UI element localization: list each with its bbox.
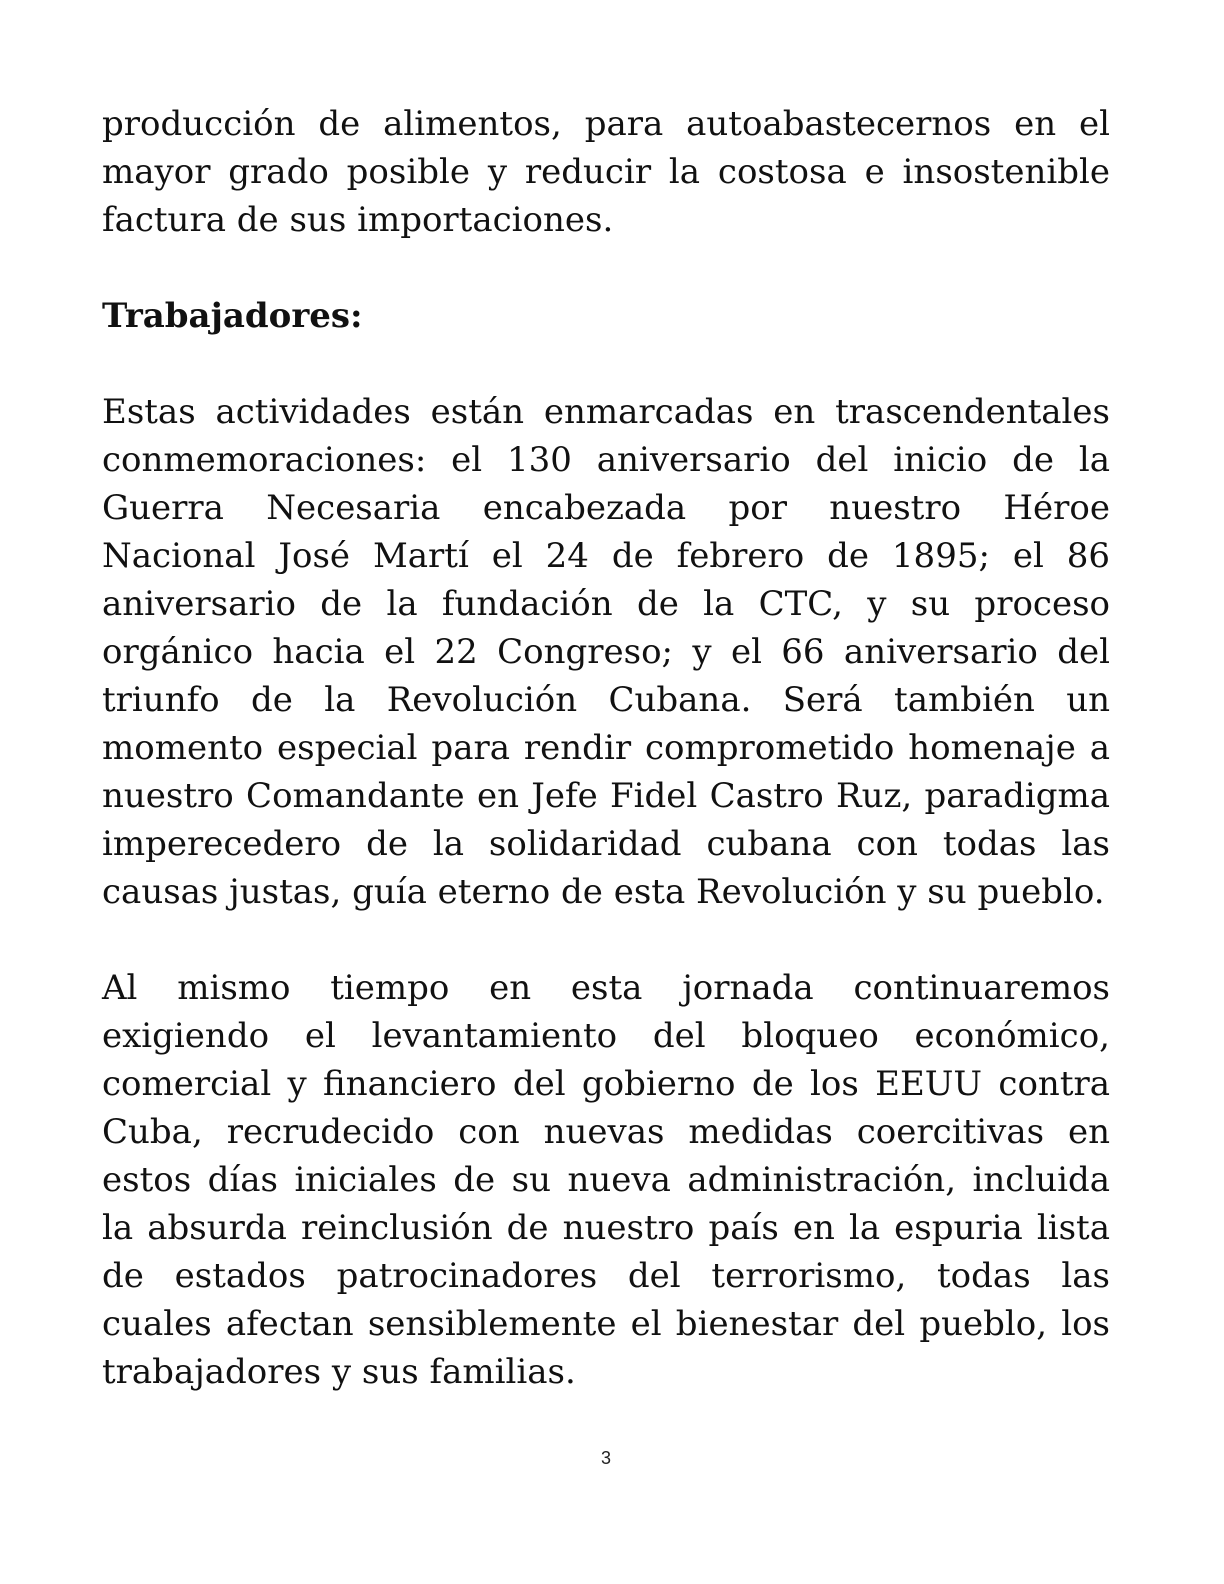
- paragraph-commemorations: [102, 388, 1110, 916]
- paragraph-text: producción de alimentos, para autoabastecernos en el mayor grado posible y reducir la costosa e insostenible factura de sus importaciones.: [102, 104, 1110, 240]
- paragraph-blockade: [102, 964, 1110, 1396]
- paragraph-intro: [102, 100, 1110, 244]
- page-number: 3: [600, 1448, 611, 1468]
- paragraph-text: Estas actividades están enmarcadas en trascendentales conmemoraciones: el 130 aniversario del inicio de la Guerra Necesaria encabezada por nuestro Héroe Nacional José Martí el 24 de febrero de 1895; el 86 aniversario de la fundación de la CTC, y su proceso orgánico hacia el 22 Congreso; y el 66 aniversario del triunfo de la Revolución Cubana. Será también un momento especial para rendir comprometido homenaje a nuestro Comandante en Jefe Fidel Castro Ruz, paradigma imperecedero de la solidaridad cubana con todas las causas justas, guía eterno de esta Revolución y su pueblo.: [102, 392, 1110, 912]
- section-heading: Trabajadores:: [102, 296, 363, 336]
- paragraph-text: Al mismo tiempo en esta jornada continuaremos exigiendo el levantamiento del bloqueo económico, comercial y financiero del gobierno de los EEUU contra Cuba, recrudecido con nuevas medidas coercitivas en estos días iniciales de su nueva administración, incluida la absurda reinclusión de nuestro país en la espuria lista de estados patrocinadores del terrorismo, todas las cuales afectan sensiblemente el bienestar del pueblo, los trabajadores y sus familias.: [102, 968, 1110, 1392]
